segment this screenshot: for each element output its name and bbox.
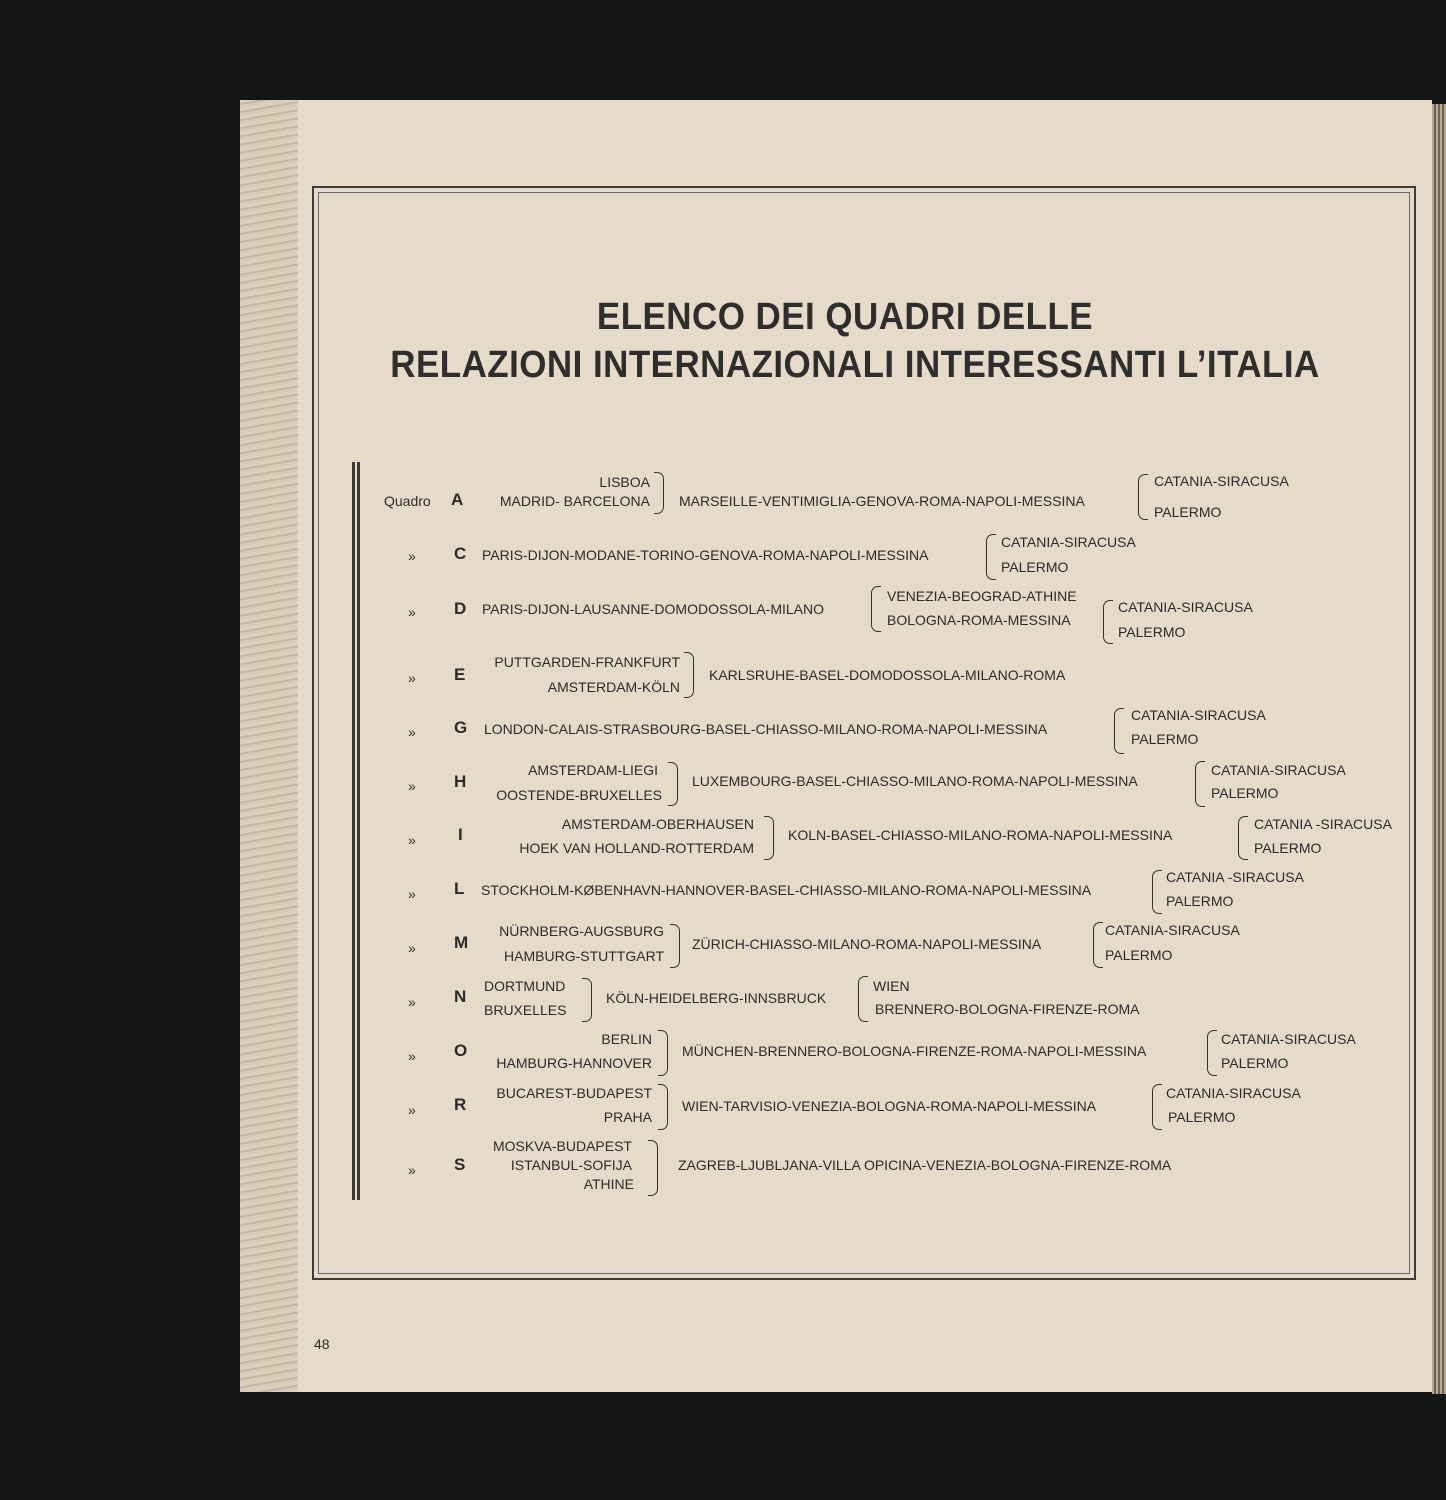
row-r-dest-brace	[1152, 1084, 1162, 1130]
row-n-letter: N	[454, 987, 467, 1006]
left-double-rule	[352, 462, 355, 1200]
page-number: 48	[314, 1336, 330, 1352]
row-d-mid-1: VENEZIA-BEOGRAD-ATHINE	[887, 588, 1077, 604]
row-a-dest-brace	[1138, 474, 1148, 520]
row-g-dest-brace	[1114, 708, 1124, 754]
row-h-route: LUXEMBOURG-BASEL-CHIASSO-MILANO-ROMA-NAPOLI-MESSINA	[692, 773, 1138, 789]
row-m-letter: M	[454, 933, 469, 952]
row-s-origin-3: ATHINE	[583, 1176, 634, 1192]
row-g-dest-1: CATANIA-SIRACUSA	[1131, 707, 1266, 723]
row-l-route: STOCKHOLM-KØBENHAVN-HANNOVER-BASEL-CHIASSO-MILANO-ROMA-NAPOLI-MESSINA	[481, 882, 1092, 898]
row-a-dest-1: CATANIA-SIRACUSA	[1154, 473, 1289, 489]
row-n-route: KÖLN-HEIDELBERG-INNSBRUCK	[606, 990, 827, 1006]
book-spine-edge	[1432, 104, 1446, 1394]
row-r-origin-2: PRAHA	[603, 1109, 652, 1125]
row-a-letter: A	[451, 490, 464, 509]
row-e-origin-brace	[684, 652, 694, 698]
row-h-origin-brace	[668, 762, 678, 806]
row-o-route: MÜNCHEN-BRENNERO-BOLOGNA-FIRENZE-ROMA-NAPOLI-MESSINA	[682, 1043, 1147, 1059]
row-o-dest-brace	[1207, 1030, 1217, 1076]
row-i-dest-2: PALERMO	[1254, 840, 1322, 856]
row-r-route: WIEN-TARVISIO-VENEZIA-BOLOGNA-ROMA-NAPOLI-MESSINA	[682, 1098, 1097, 1114]
row-h-letter: H	[454, 772, 467, 791]
row-r-letter: R	[454, 1095, 467, 1114]
row-n-origin-2: BRUXELLES	[484, 1002, 567, 1018]
ditto-mark: »	[408, 940, 416, 956]
row-d-letter: D	[454, 599, 467, 618]
row-g-route: LONDON-CALAIS-STRASBOURG-BASEL-CHIASSO-MILANO-ROMA-NAPOLI-MESSINA	[484, 721, 1048, 737]
row-h-origin-1: AMSTERDAM-LIEGI	[528, 762, 658, 778]
row-s-letter: S	[454, 1155, 466, 1174]
row-e-route: KARLSRUHE-BASEL-DOMODOSSOLA-MILANO-ROMA	[709, 667, 1066, 683]
row-c-letter: C	[454, 544, 467, 563]
row-d-mid-brace	[871, 586, 881, 632]
row-a-origin-2: MADRID- BARCELONA	[499, 493, 650, 509]
ditto-mark: »	[408, 548, 416, 564]
row-a-origin-brace	[654, 472, 664, 514]
row-d-dest-brace	[1103, 600, 1113, 644]
ditto-mark: »	[408, 778, 416, 794]
row-o-dest-1: CATANIA-SIRACUSA	[1221, 1031, 1356, 1047]
ditto-mark: »	[408, 1102, 416, 1118]
row-c-dest-2: PALERMO	[1001, 559, 1069, 575]
ditto-mark: »	[408, 670, 416, 686]
row-n-origin-brace	[582, 978, 592, 1022]
row-e-origin-1: PUTTGARDEN-FRANKFURT	[494, 654, 680, 670]
row-s-origin-1: MOSKVA-BUDAPEST	[493, 1138, 632, 1154]
page-title-line-1: ELENCO DEI QUADRI DELLE	[596, 296, 1094, 338]
row-n-dest-1: WIEN	[873, 978, 910, 994]
row-s-route: ZAGREB-LJUBLJANA-VILLA OPICINA-VENEZIA-BOLOGNA-FIRENZE-ROMA	[678, 1157, 1172, 1173]
row-r-dest-2: PALERMO	[1168, 1109, 1236, 1125]
row-d-dest-1: CATANIA-SIRACUSA	[1118, 599, 1253, 615]
row-i-route: KOLN-BASEL-CHIASSO-MILANO-ROMA-NAPOLI-MESSINA	[788, 827, 1173, 843]
row-i-dest-brace	[1238, 816, 1248, 860]
row-n-dest-brace	[858, 976, 868, 1022]
ditto-mark: »	[408, 724, 416, 740]
row-e-letter: E	[454, 665, 466, 684]
row-d-route: PARIS-DIJON-LAUSANNE-DOMODOSSOLA-MILANO	[482, 601, 825, 617]
row-s-origin-2: ISTANBUL-SOFIJA	[510, 1157, 632, 1173]
row-l-dest-2: PALERMO	[1166, 893, 1234, 909]
row-m-dest-2: PALERMO	[1105, 947, 1173, 963]
row-h-origin-2: OOSTENDE-BRUXELLES	[496, 787, 662, 803]
row-i-letter: I	[458, 825, 463, 844]
page-title-line-2: RELAZIONI INTERNAZIONALI INTERESSANTI L’ITALIA	[390, 344, 1320, 386]
ditto-mark: »	[408, 604, 416, 620]
row-a-route: MARSEILLE-VENTIMIGLIA-GENOVA-ROMA-NAPOLI-MESSINA	[679, 493, 1085, 509]
ditto-mark: »	[408, 994, 416, 1010]
row-r-dest-1: CATANIA-SIRACUSA	[1166, 1085, 1301, 1101]
ditto-mark: »	[408, 886, 416, 902]
row-a-origin-1: LISBOA	[599, 474, 650, 490]
row-n-dest-2: BRENNERO-BOLOGNA-FIRENZE-ROMA	[875, 1001, 1140, 1017]
row-d-mid-2: BOLOGNA-ROMA-MESSINA	[887, 612, 1071, 628]
quadro-label: Quadro	[384, 493, 431, 509]
row-g-dest-2: PALERMO	[1131, 731, 1199, 747]
row-i-origin-brace	[764, 816, 774, 860]
row-i-origin-1: AMSTERDAM-OBERHAUSEN	[561, 816, 754, 832]
row-h-dest-1: CATANIA-SIRACUSA	[1211, 762, 1346, 778]
row-g-letter: G	[454, 718, 468, 737]
row-e-origin-2: AMSTERDAM-KÖLN	[547, 679, 680, 695]
row-c-dest-1: CATANIA-SIRACUSA	[1001, 534, 1136, 550]
row-c-route: PARIS-DIJON-MODANE-TORINO-GENOVA-ROMA-NAPOLI-MESSINA	[482, 547, 929, 563]
row-h-dest-brace	[1195, 761, 1205, 807]
row-r-origin-brace	[658, 1084, 668, 1130]
row-l-dest-brace	[1152, 870, 1162, 914]
book-page	[240, 100, 1432, 1392]
row-a-dest-2: PALERMO	[1154, 504, 1222, 520]
row-l-letter: L	[454, 879, 465, 898]
row-m-origin-brace	[670, 924, 680, 968]
row-m-origin-1: NÜRNBERG-AUGSBURG	[499, 923, 664, 939]
page-edge-texture	[240, 100, 298, 1392]
row-r-origin-1: BUCAREST-BUDAPEST	[496, 1085, 652, 1101]
row-l-dest-1: CATANIA -SIRACUSA	[1166, 869, 1304, 885]
ditto-mark: »	[408, 1162, 416, 1178]
row-o-letter: O	[454, 1041, 468, 1060]
row-o-origin-brace	[658, 1030, 668, 1076]
row-h-dest-2: PALERMO	[1211, 785, 1279, 801]
row-s-origin-brace	[648, 1140, 658, 1196]
row-o-origin-1: BERLIN	[601, 1031, 652, 1047]
row-m-dest-brace	[1093, 922, 1103, 968]
row-i-dest-1: CATANIA -SIRACUSA	[1254, 816, 1392, 832]
row-m-dest-1: CATANIA-SIRACUSA	[1105, 922, 1240, 938]
row-m-origin-2: HAMBURG-STUTTGART	[504, 948, 664, 964]
row-n-origin-1: DORTMUND	[484, 978, 566, 994]
ditto-mark: »	[408, 1048, 416, 1064]
row-m-route: ZÜRICH-CHIASSO-MILANO-ROMA-NAPOLI-MESSINA	[692, 936, 1042, 952]
ditto-mark: »	[408, 832, 416, 848]
row-c-dest-brace	[986, 534, 996, 580]
row-d-dest-2: PALERMO	[1118, 624, 1186, 640]
row-o-dest-2: PALERMO	[1221, 1055, 1289, 1071]
row-i-origin-2: HOEK VAN HOLLAND-ROTTERDAM	[519, 840, 754, 856]
row-o-origin-2: HAMBURG-HANNOVER	[496, 1055, 652, 1071]
